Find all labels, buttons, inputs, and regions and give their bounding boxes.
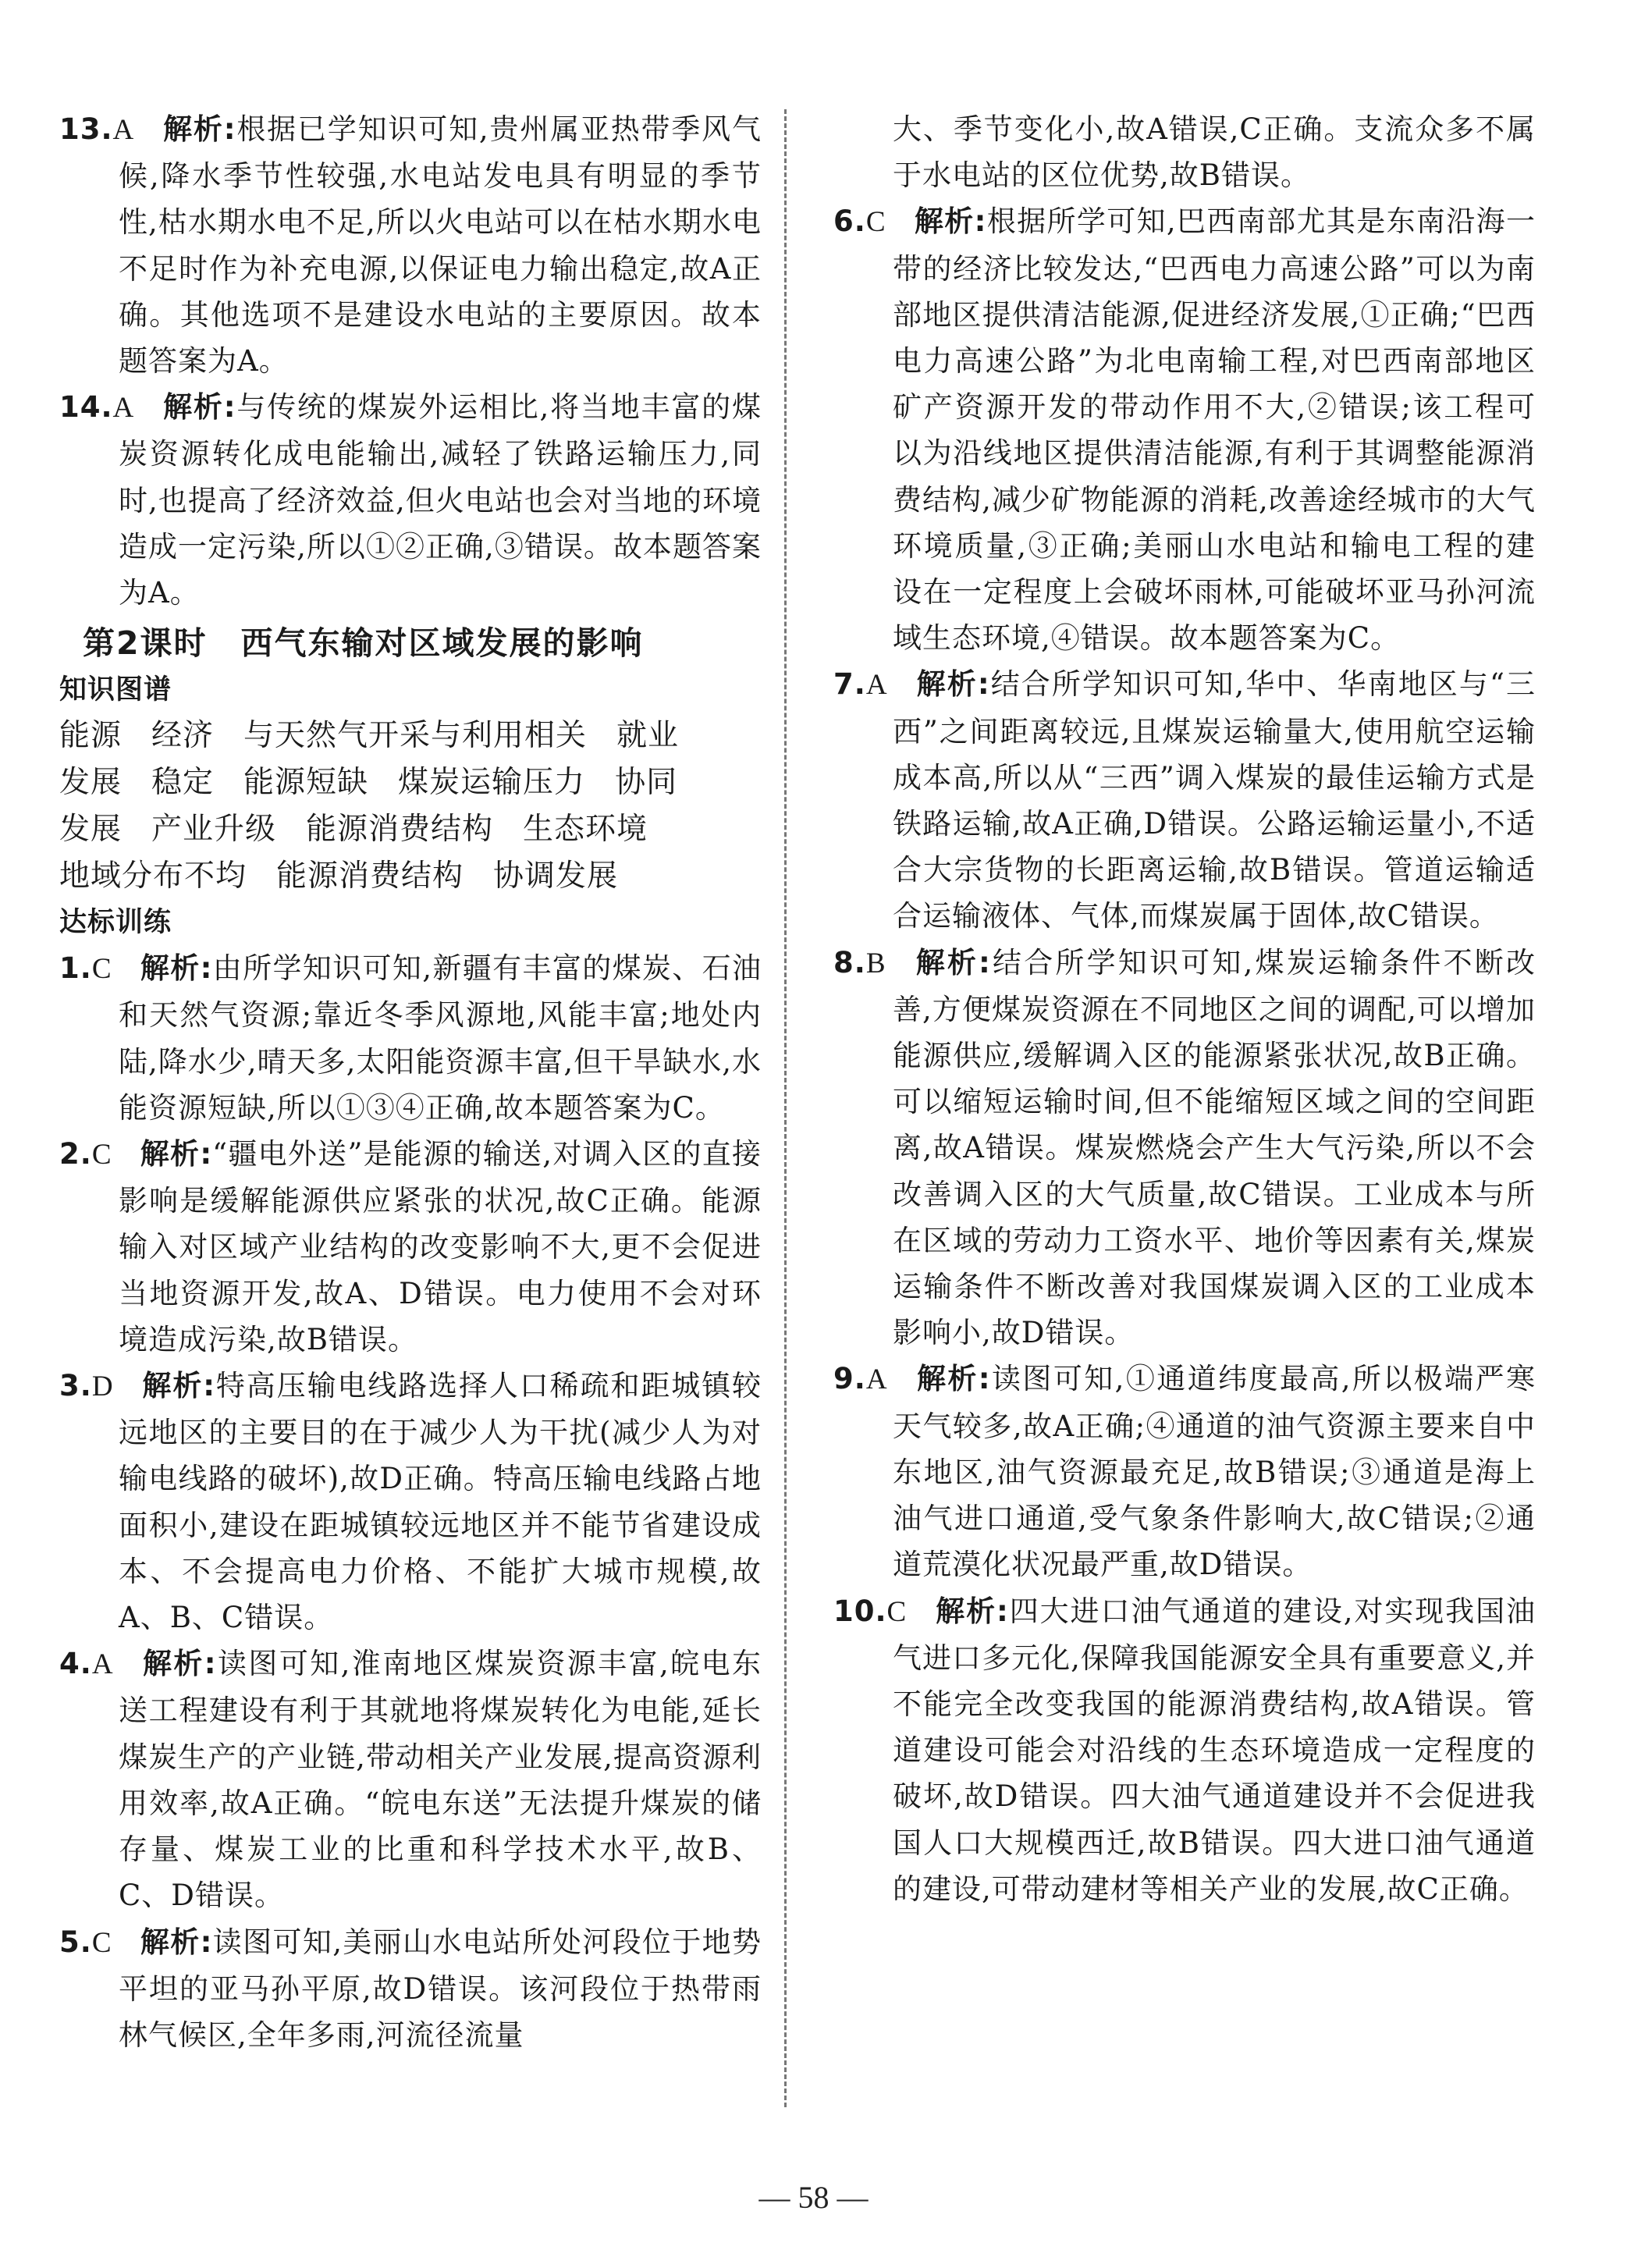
keyword: 生态环境	[523, 812, 648, 848]
item-answer: A	[112, 392, 135, 425]
knowledge-map-line	[59, 853, 762, 900]
keyword: 能源	[59, 718, 123, 754]
keyword: 经济	[151, 718, 215, 754]
analysis-text: 与传统的煤炭外运相比,将当地丰富的煤炭资源转化成电能输出,减轻了铁路运输压力,同时,也提高了经济效益,但火电站也会对当地的环境造成一定污染,所以①②正确,③错误。故本题答案为A。	[119, 390, 762, 610]
analysis-label: 解析:	[162, 390, 236, 425]
answer-item-9	[833, 1356, 1536, 1587]
item-number: 1.	[59, 951, 92, 986]
keyword: 协同	[615, 765, 678, 801]
item-number: 7.	[833, 667, 866, 702]
analysis-text: 读图可知,美丽山水电站所处河段位于地势平坦的亚马孙平原,故D错误。该河段位于热带雨林气候区,全年多雨,河流径流量	[119, 1925, 762, 2052]
analysis-text: 读图可知,①通道纬度最高,所以极端严寒天气较多,故A正确;④通道的油气资源主要来自中东地区,油气资源最充足,故B错误;③通道是海上油气进口通道,受气象条件影响大,故C错误;②通道荒漠化状况最严重,故D错误。	[893, 1362, 1536, 1582]
analysis-text: 由所学知识可知,新疆有丰富的煤炭、石油和天然气资源;靠近冬季风源地,风能丰富;地处内陆,降水少,晴天多,太阳能资源丰富,但干旱缺水,水能资源短缺,所以①③④正确,故本题答案为C。	[119, 951, 762, 1125]
item-number: 8.	[833, 945, 866, 979]
training-title: 达标训练	[59, 907, 172, 939]
item-answer: C	[91, 1139, 112, 1171]
item-number: 9.	[833, 1362, 866, 1396]
answer-item-1	[59, 945, 762, 1131]
answer-item-5-continuation: 大、季节变化小,故A错误,C正确。支流众多不属于水电站的区位优势,故B错误。	[893, 112, 1536, 193]
analysis-text: 根据已学知识可知,贵州属亚热带季风气候,降水季节性较强,水电站发电具有明显的季节性,枯水期水电不足,所以火电站可以在枯水期水电不足时作为补充电源,以保证电力输出稳定,故A正确。其他选项不是建设水电站的主要原因。故本题答案为A。	[119, 112, 762, 379]
analysis-label: 解析:	[935, 1594, 1009, 1628]
page-number: — 58 —	[758, 2180, 869, 2215]
keyword: 与天然气开采与利用相关	[243, 718, 588, 754]
keyword: 煤炭运输压力	[398, 765, 586, 801]
item-number: 10.	[833, 1594, 887, 1628]
analysis-text: 特高压输电线路选择人口稀疏和距城镇较远地区的主要目的在于减少人为干扰(减少人为对输电线路的破坏),故D正确。特高压输电线路占地面积小,建设在距城镇较远地区并不能节省建设成本、不会提高电力价格、不能扩大城市规模,故A、B、C错误。	[119, 1369, 762, 1635]
item-number: 14.	[59, 390, 113, 425]
analysis-text: 根据所学可知,巴西南部尤其是东南沿海一带的经济比较发达,“巴西电力高速公路”可以为南部地区提供清洁能源,促进经济发展,①正确;“巴西电力高速公路”为北电南输工程,对巴西南部地区矿产资源开发的带动作用不大,②错误;该工程可以为沿线地区提供清洁能源,有利于其调整能源消费结构,减少矿物能源的消耗,改善途经城市的大气环境质量,③正确;美丽山水电站和输电工程的建设在一定程度上会破坏雨林,可能破坏亚马孙河流域生态环境,④错误。故本题答案为C。	[893, 204, 1536, 656]
keyword: 能源短缺	[243, 765, 369, 801]
answer-item-14	[59, 384, 762, 616]
analysis-text: 结合所学知识可知,煤炭运输条件不断改善,方便煤炭资源在不同地区之间的调配,可以增加能源供应,缓解调入区的能源紧张状况,故B正确。可以缩短运输时间,但不能缩短区域之间的空间距离,故A错误。煤炭燃烧会产生大气污染,所以不会改善调入区的大气质量,故C错误。工业成本与所在区域的劳动力工资水平、地价等因素有关,煤炭运输条件不断改善对我国煤炭调入区的工业成本影响小,故D错误。	[893, 945, 1536, 1350]
answer-item-3	[59, 1363, 762, 1641]
analysis-label: 解析:	[915, 1362, 991, 1396]
item-answer: A	[112, 114, 135, 146]
knowledge-map-title: 知识图谱	[59, 674, 172, 706]
keyword: 就业	[616, 718, 680, 754]
analysis-label: 解析:	[140, 1137, 213, 1171]
analysis-label: 解析:	[140, 951, 213, 986]
item-number: 3.	[59, 1369, 92, 1403]
answer-item-4	[59, 1641, 762, 1918]
item-answer: C	[91, 1926, 112, 1959]
item-number: 13.	[59, 112, 113, 146]
answer-item-8	[833, 940, 1536, 1356]
analysis-text: 四大进口油气通道的建设,对实现我国油气进口多元化,保障我国能源安全具有重要意义,并不能完全改变我国的能源消费结构,故A错误。管道建设可能会对沿线的生态环境造成一定程度的破坏,故D错误。四大油气通道建设并不会促进我国人口大规模西迁,故B错误。四大进口油气通道的建设,可带动建材等相关产业的发展,故C正确。	[893, 1594, 1536, 1906]
item-answer: A	[91, 1648, 114, 1681]
keyword: 发展	[59, 812, 123, 848]
knowledge-map-line	[59, 713, 762, 759]
analysis-label: 解析:	[141, 1647, 217, 1681]
item-answer: D	[91, 1370, 114, 1403]
analysis-text: 结合所学知识可知,华中、华南地区与“三西”之间距离较远,且煤炭运输量大,使用航空运输成本高,所以从“三西”调入煤炭的最佳运输方式是铁路运输,故A正确,D错误。公路运输运量小,不适合大宗货物的长距离运输,故B错误。管道运输适合运输液体、气体,而煤炭属于固体,故C错误。	[893, 667, 1536, 933]
item-answer: C	[91, 953, 112, 986]
item-answer: C	[886, 1595, 908, 1628]
item-number: 6.	[833, 204, 866, 239]
analysis-text: “疆电外送”是能源的输送,对调入区的直接影响是缓解能源供应紧张的状况,故C正确。能源输入对区域产业结构的改变影响不大,更不会促进当地资源开发,故A、D错误。电力使用不会对环境造成污染,故B错误。	[119, 1137, 762, 1356]
item-number: 4.	[59, 1647, 92, 1681]
item-number: 2.	[59, 1137, 92, 1171]
section-title: 第2课时 西气东输对区域发展的影响	[83, 624, 644, 663]
keyword: 能源消费结构	[276, 858, 464, 894]
keyword: 发展	[59, 765, 123, 801]
knowledge-map-line	[59, 806, 762, 853]
knowledge-map	[59, 713, 762, 900]
item-answer: A	[865, 1363, 888, 1396]
keyword: 稳定	[151, 765, 215, 801]
keyword: 协调发展	[493, 858, 619, 894]
answer-item-2	[59, 1131, 762, 1363]
answer-item-13	[59, 106, 762, 384]
answer-item-6	[833, 198, 1536, 661]
analysis-label: 解析:	[141, 1369, 216, 1403]
answer-item-7	[833, 661, 1536, 939]
answer-item-5	[59, 1919, 762, 2059]
keyword: 能源消费结构	[306, 812, 494, 848]
analysis-label: 解析:	[140, 1925, 213, 1959]
keyword: 地域分布不均	[59, 858, 247, 894]
item-answer: B	[865, 947, 886, 979]
keyword: 产业升级	[151, 812, 277, 848]
analysis-label: 解析:	[914, 945, 991, 979]
answer-item-10	[833, 1588, 1536, 1912]
analysis-label: 解析:	[162, 112, 236, 146]
knowledge-map-line	[59, 759, 762, 806]
analysis-label: 解析:	[914, 204, 987, 239]
item-answer: A	[865, 669, 888, 702]
item-number: 5.	[59, 1925, 92, 1959]
left-column	[59, 106, 762, 2058]
right-column	[833, 106, 1536, 1912]
analysis-label: 解析:	[915, 667, 990, 702]
analysis-text: 读图可知,淮南地区煤炭资源丰富,皖电东送工程建设有利于其就地将煤炭转化为电能,延长煤炭生产的产业链,带动相关产业发展,提高资源利用效率,故A正确。“皖电东送”无法提升煤炭的储存量、煤炭工业的比重和科学技术水平,故B、C、D错误。	[119, 1647, 762, 1913]
item-answer: C	[865, 206, 886, 239]
column-divider	[784, 109, 787, 2107]
